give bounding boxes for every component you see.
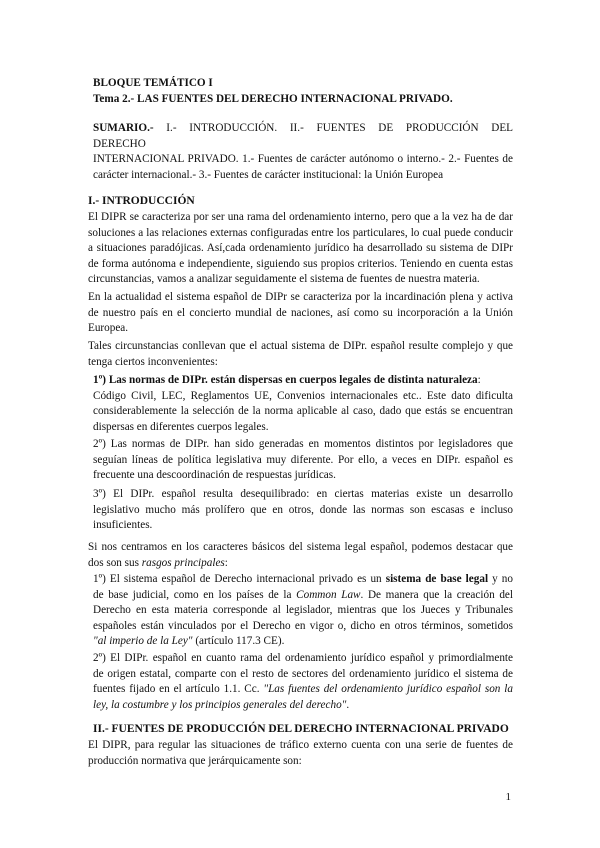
- paragraph-2: [88, 290, 513, 337]
- page-number: 1: [505, 791, 511, 803]
- p1-line: de forma autónoma e independiente, siguiendo sus propios criterios. Teniendo en cuenta estas: [88, 257, 513, 270]
- item3-line: 3º) El DIPr. español resulta desequilibrado: en ciertas materias existe un desarrollo: [93, 488, 513, 500]
- item3-line: legislativo mucho más prolífero que en otros, donde las normas son escasas e incluso: [93, 503, 513, 516]
- inconveniente-3: [93, 487, 513, 534]
- rasgo2-line-3a: fuentes fijado en el artículo 1.1. Cc.: [93, 683, 264, 696]
- p3-line: Tales circunstancias conllevan que el actual sistema de DIPr. español resulte complejo y que: [88, 340, 513, 352]
- p1-line: circunstancias, vamos a analizar seguidamente el sistema de fuentes de nuestra materia.: [88, 273, 480, 286]
- s2-line-1: El DIPR, para regular las situaciones de tráfico externo cuenta con una serie de fuentes de: [88, 739, 513, 751]
- p1-line: soluciones a las relaciones externas configuradas entre los particulares, lo cual puede conducir: [88, 226, 513, 239]
- sumario-line-4: carácter internacional.- 3.- Fuentes de carácter institucional: la Unión Europea: [93, 168, 444, 181]
- rasgo1-start: 1º) El sistema español de Derecho internacional privado es un: [93, 573, 386, 585]
- rasgo1-line-4: españoles están vinculados por el Derecho en vigor o, dicho en otros términos, sometidos: [93, 619, 513, 632]
- sistema-base-legal: sistema de base legal: [385, 573, 489, 585]
- rasgo1-line-1: [93, 572, 513, 588]
- s2-line-2: producción normativa que jerárquicamente son:: [88, 754, 302, 767]
- paragraph-3: [88, 339, 513, 370]
- p4-line-1: Si nos centramos en los caracteres básicos del sistema legal español, podemos destacar que: [88, 541, 513, 553]
- rasgo2-line-4-end: .: [346, 698, 350, 711]
- p4-colon: :: [224, 556, 228, 569]
- rasgo-1: [93, 572, 513, 650]
- rasgo2-line-4-text: ley, la costumbre y los principios generales del derecho": [93, 698, 347, 711]
- sumario-line-1: [93, 121, 513, 137]
- item1-line: dispersas en diferentes cuerpos legales.: [93, 420, 269, 433]
- rasgo1-line-2: [93, 588, 513, 604]
- rasgos-principales: rasgos principales: [141, 556, 225, 569]
- item1-line: considerablemente la selección de la norma aplicable al caso, dado que estás se encuentran: [93, 405, 513, 418]
- item2-line: frecuente una descoordinación de respuestas jurídicas.: [93, 469, 336, 482]
- rasgo1-end: y no: [488, 573, 513, 585]
- item2-line: 2º) Las normas de DIPr. han sido generadas en momentos distintos por legisladores que: [93, 438, 513, 450]
- inconveniente-2: [93, 437, 513, 484]
- sumario-line-3: INTERNACIONAL PRIVADO. 1.- Fuentes de carácter autónomo o interno.- 2.- Fuentes de: [93, 153, 513, 166]
- item3-line: insuficientes.: [93, 519, 153, 532]
- tema-title: [93, 92, 453, 108]
- p2-line: de nuestro país en el concierto mundial de naciones, así como su incorporación a la Unión: [88, 306, 513, 319]
- bloque-text: BLOQUE TEMÁTICO I: [93, 77, 213, 89]
- p4-line-2-text: dos son sus: [88, 556, 142, 569]
- rasgo1-article: (artículo 117.3 CE).: [192, 635, 285, 648]
- item1-line-1: [93, 373, 513, 389]
- item1-number: 1º): [93, 374, 107, 386]
- bloque-title: [93, 76, 213, 92]
- item1-bold-text: Las normas de DIPr. están dispersas en cuerpos legales de distinta naturaleza: [108, 374, 478, 386]
- sumario: [93, 121, 513, 183]
- p1-line: a situaciones paradójicas. Así,cada ordenamiento jurídico ha desarrollado su sistema de DIPr: [88, 242, 513, 255]
- item2-line: seguían líneas de política legislativa muy diferente. Por ello, a veces en DIPr. español es: [93, 453, 513, 466]
- sumario-line-2: DERECHO: [93, 137, 146, 150]
- p4-line-2: [88, 556, 513, 572]
- p2-line: En la actualidad el sistema español de DIPr se caracteriza por la incardinación plena y activa: [88, 291, 513, 303]
- p1-line: El DIPR se caracteriza por ser una rama del ordenamiento interno, pero que a la vez ha de dar: [88, 211, 513, 223]
- item1-line: Código Civil, LEC, Reglamentos UE, Convenios internacionales etc.. Este dato dificulta: [93, 389, 513, 402]
- paragraph-4: [88, 540, 513, 571]
- imperio-ley-quote: "al imperio de la Ley": [93, 635, 193, 648]
- rasgo2-line-2: de origen estatal, comparte con el resto de sectores del ordenamiento jurídico el sistema de: [93, 667, 513, 680]
- sumario-line-1-text: I.- INTRODUCCIÓN. II.- FUENTES DE PRODUCCIÓN DEL: [166, 122, 513, 134]
- p3-line: tenga ciertos inconvenientes:: [88, 355, 218, 368]
- rasgo2-line-1: 2º) El DIPr. español en cuanto rama del ordenamiento jurídico español y primordialmente: [93, 652, 513, 664]
- rasgo1-line-2a: de base judicial, como en los países de la: [93, 588, 297, 601]
- section-2-heading: [93, 722, 509, 738]
- sumario-label: SUMARIO.-: [93, 122, 154, 134]
- common-law: Common Law: [296, 588, 361, 601]
- rasgo1-line-2b: . De manera que la creación del: [360, 588, 513, 601]
- rasgo2-line-3: [93, 682, 513, 698]
- rasgo-2: [93, 651, 513, 713]
- rasgo1-line-5: [93, 634, 513, 650]
- paragraph-1: [88, 210, 513, 288]
- item1-colon: :: [477, 374, 481, 386]
- section-1-heading-text: I.- INTRODUCCIÓN: [88, 195, 195, 207]
- section-1-heading: [88, 194, 195, 210]
- section-2-paragraph: [88, 738, 513, 769]
- rasgo2-line-3b: "Las fuentes del ordenamiento jurídico español son la: [263, 683, 513, 696]
- inconveniente-1: [93, 373, 513, 435]
- tema-text: Tema 2.- LAS FUENTES DEL DERECHO INTERNACIONAL PRIVADO.: [93, 93, 453, 105]
- rasgo2-line-4: [93, 698, 513, 714]
- section-2-heading-text: II.- FUENTES DE PRODUCCIÓN DEL DERECHO INTERNACIONAL PRIVADO: [93, 723, 509, 735]
- p2-line: Europea.: [88, 322, 129, 335]
- rasgo1-line-3: Derecho en esta materia corresponde al legislador, mientras que los Jueces y Tribunales: [93, 604, 513, 617]
